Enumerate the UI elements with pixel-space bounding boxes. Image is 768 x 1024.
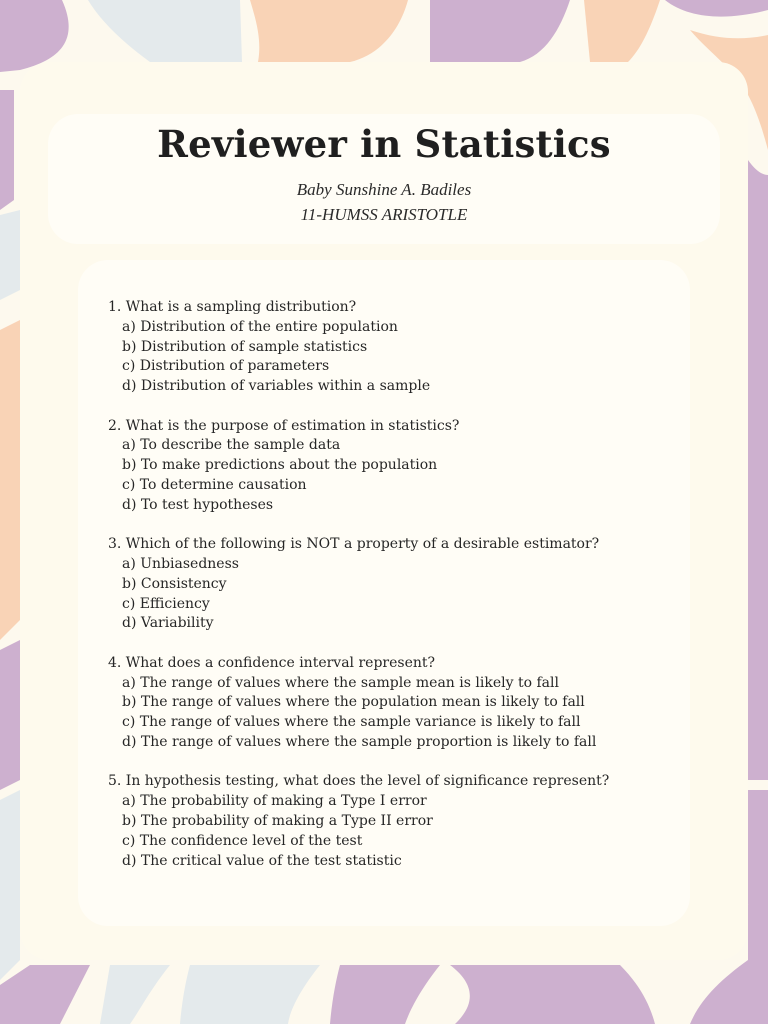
question-item [108, 417, 609, 516]
option-item: c) Distribution of parameters [122, 358, 330, 375]
option-item: b) Consistency [122, 575, 227, 592]
option-item: a) The probability of making a Type I error [122, 793, 427, 810]
page-title: Reviewer in Statistics [157, 122, 611, 166]
option-item: d) The range of values where the sample proportion is likely to fall [122, 733, 597, 750]
question-item [108, 654, 609, 753]
option-item: a) Unbiasedness [122, 555, 239, 572]
option-list [108, 674, 609, 753]
option-item: c) The range of values where the sample variance is likely to fall [122, 714, 581, 731]
option-item: d) To test hypotheses [122, 496, 274, 513]
option-item: c) The confidence level of the test [122, 832, 363, 849]
questions-card [78, 260, 690, 926]
option-item: d) Variability [122, 615, 214, 632]
option-item: a) The range of values where the sample mean is likely to fall [122, 674, 559, 691]
option-item: c) Efficiency [122, 595, 210, 612]
author-name: Baby Sunshine A. Badiles [296, 180, 472, 199]
question-text: 4. What does a confidence interval represent? [108, 654, 436, 671]
option-item: b) The probability of making a Type II error [122, 812, 433, 829]
option-list [108, 792, 609, 871]
option-item: a) To describe the sample data [122, 437, 341, 454]
option-list [108, 436, 609, 515]
option-item: d) The critical value of the test statistic [122, 852, 402, 869]
option-item: d) Distribution of variables within a sample [122, 378, 431, 395]
question-item [108, 772, 609, 871]
question-text: 1. What is a sampling distribution? [108, 299, 357, 315]
option-item: b) Distribution of sample statistics [122, 338, 368, 355]
question-item [108, 298, 609, 397]
question-text: 5. In hypothesis testing, what does the level of significance represent? [108, 773, 610, 790]
option-item: a) Distribution of the entire population [122, 318, 398, 335]
question-text: 3. Which of the following is NOT a property of a desirable estimator? [108, 536, 600, 553]
header-card [48, 114, 720, 244]
question-list [108, 298, 609, 891]
option-item: c) To determine causation [122, 476, 307, 493]
option-list [108, 555, 609, 634]
question-item [108, 535, 609, 634]
option-list [108, 318, 609, 397]
option-item: b) To make predictions about the population [122, 457, 438, 474]
question-text: 2. What is the purpose of estimation in statistics? [108, 417, 460, 434]
option-item: b) The range of values where the population mean is likely to fall [122, 694, 585, 711]
section-name: 11-HUMSS ARISTOTLE [300, 205, 468, 224]
